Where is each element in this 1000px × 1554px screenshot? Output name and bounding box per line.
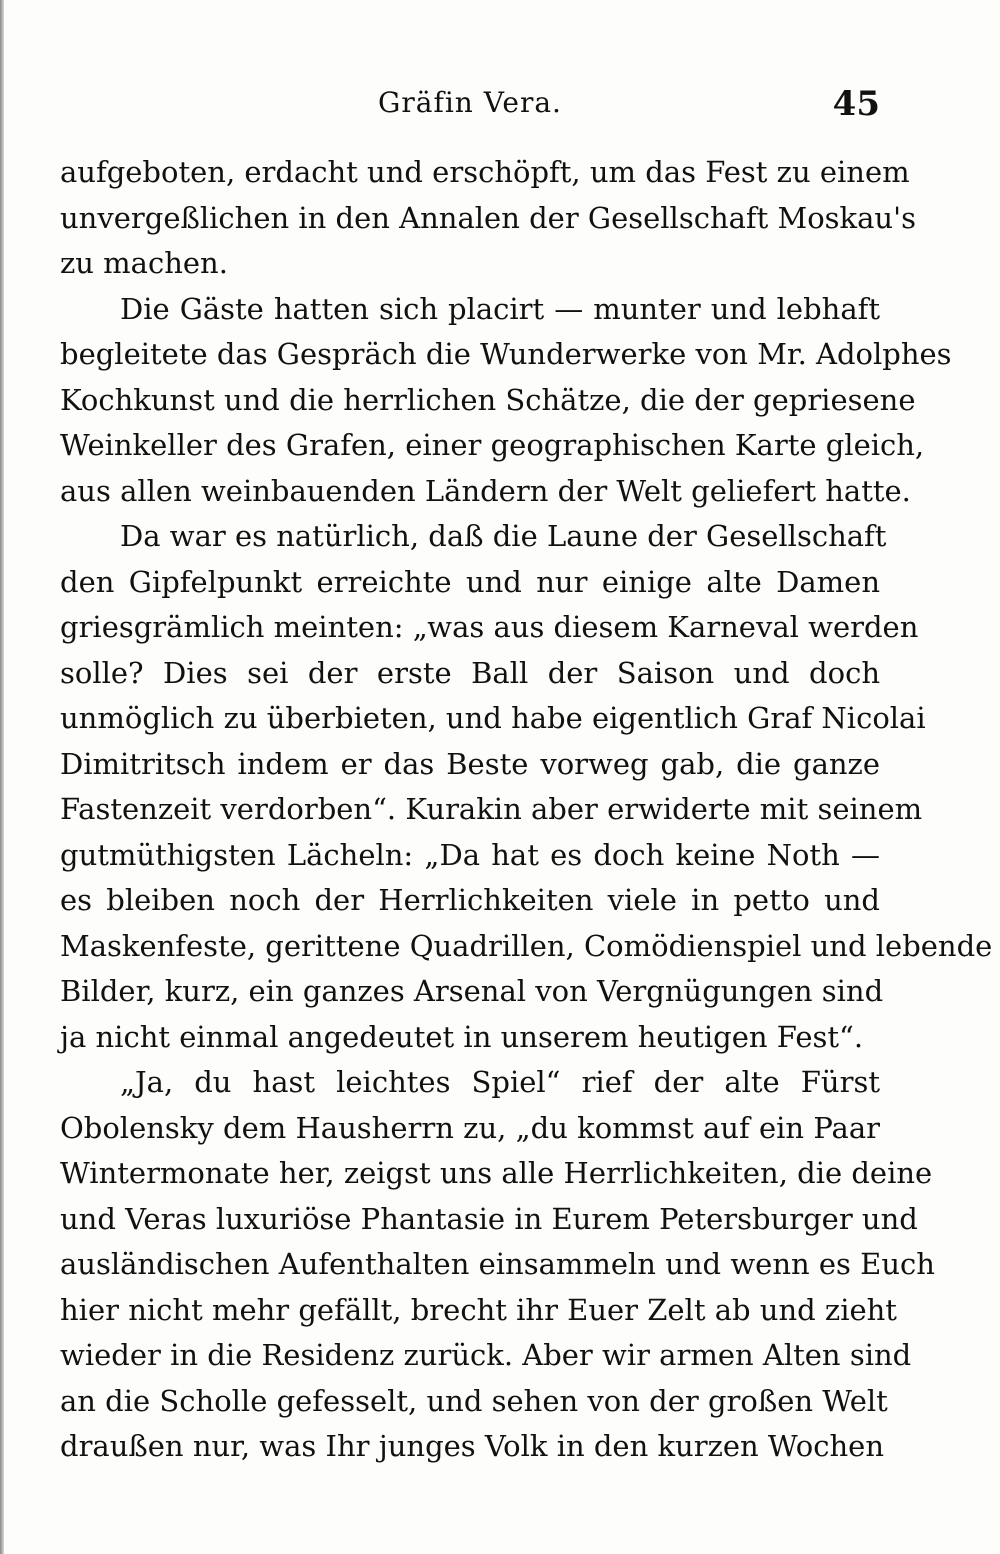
text-line: Obolensky dem Hausherrn zu, „du kommst auf ein Paar: [60, 1110, 880, 1145]
text-line: „Ja, du hast leichtes Spiel“ rief der alte Fürst: [120, 1065, 880, 1099]
text-line: ja nicht einmal angedeutet in unserem heutigen Fest“.: [60, 1019, 864, 1054]
page-number: 45: [832, 84, 880, 124]
running-title: Gräfin Vera.: [378, 86, 562, 119]
text-line: aus allen weinbauenden Ländern der Welt geliefert hatte.: [60, 473, 911, 508]
text-line: ausländischen Aufenthalten einsammeln und wenn es Euch: [60, 1247, 935, 1281]
text-line: unmöglich zu überbieten, und habe eigentlich Graf Nicolai: [60, 701, 926, 735]
text-line: und Veras luxuriöse Phantasie in Eurem Petersburger und: [60, 1201, 918, 1236]
text-line: Da war es natürlich, daß die Laune der Gesellschaft: [120, 519, 887, 553]
text-line: es bleiben noch der Herrlichkeiten viele in petto und: [60, 883, 880, 917]
text-line: Maskenfeste, gerittene Quadrillen, Comödienspiel und lebende: [60, 928, 993, 963]
text-line: begleitete das Gespräch die Wunderwerke von Mr. Adolphes: [60, 337, 952, 371]
text-line: Die Gäste hatten sich placirt — munter und lebhaft: [120, 291, 880, 326]
text-line: Wintermonate her, zeigst uns alle Herrlichkeiten, die deine: [60, 1156, 933, 1190]
text-line: Weinkeller des Grafen, einer geographischen Karte gleich,: [60, 428, 925, 462]
text-line: aufgeboten, erdacht und erschöpft, um das Fest zu einem: [60, 155, 910, 189]
text-line: Kochkunst und die herrlichen Schätze, die der gepriesene: [60, 382, 916, 417]
text-line: solle? Dies sei der erste Ball der Saison und doch: [60, 655, 880, 690]
text-line: unvergeßlichen in den Annalen der Gesellschaft Moskau's: [60, 200, 916, 235]
text-line: griesgrämlich meinten: „was aus diesem Karneval werden: [60, 610, 919, 644]
text-line: gutmüthigsten Lächeln: „Da hat es doch keine Noth —: [60, 837, 880, 872]
text-line: Bilder, kurz, ein ganzes Arsenal von Vergnügungen sind: [60, 974, 884, 1008]
text-line: wieder in die Residenz zurück. Aber wir armen Alten sind: [60, 1338, 912, 1372]
running-head: [60, 80, 880, 130]
page-binding-edge: [0, 0, 4, 1554]
text-line: zu machen.: [60, 246, 228, 280]
text-line: draußen nur, was Ihr junges Volk in den kurzen Wochen: [60, 1429, 884, 1463]
body-text: [60, 150, 993, 1470]
text-line: Fastenzeit verdorben“. Kurakin aber erwiderte mit seinem: [60, 792, 923, 826]
text-line: hier nicht mehr gefällt, brecht ihr Euer Zelt ab und zieht: [60, 1292, 897, 1327]
text-line: an die Scholle gefesselt, und sehen von der großen Welt: [60, 1383, 888, 1418]
text-line: den Gipfelpunkt erreichte und nur einige alte Damen: [60, 564, 880, 599]
text-line: Dimitritsch indem er das Beste vorweg gab, die ganze: [60, 746, 880, 781]
